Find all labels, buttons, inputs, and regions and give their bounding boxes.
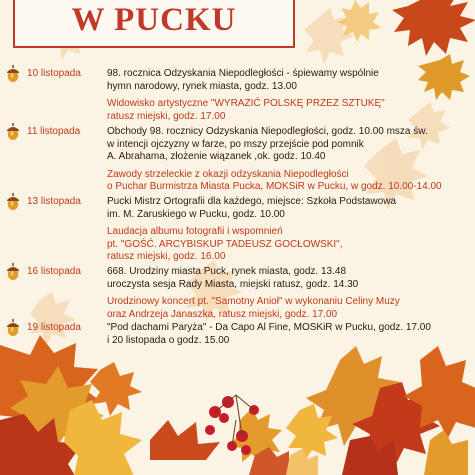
event-date: 16 listopada (27, 266, 81, 277)
event-line: "Pod dachami Paryża" - Da Capo Al Fine, MOSKiR w Pucku, godz. 17.00 (107, 322, 431, 333)
event-line: ratusz miejski, godz. 17.00 (107, 110, 226, 122)
event-date: 10 listopada (27, 68, 81, 79)
page-title: W PUCKU (71, 2, 237, 38)
event-line: Widowisko artystyczne "WYRAZIĆ POLSKĘ PRZEZ SZTUKĘ" (107, 98, 385, 110)
event-line: pt. "GOŚĆ. ARCYBISKUP TADEUSZ GOCŁOWSKI", (107, 238, 343, 250)
event-line: 98. rocznica Odzyskania Niepodległości - śpiewamy wspólnie (107, 68, 379, 79)
event-line: 668. Urodziny miasta Puck, rynek miasta, godz. 13.48 (107, 266, 347, 277)
event-line: w intencji ojczyzny w farze, po mszy przejście pod pomnik (107, 138, 364, 150)
event-line: Obchody 98. rocznicy Odzyskania Niepodległości, godz. 10.00 msza św. (107, 126, 428, 137)
event-date: 13 listopada (27, 196, 81, 207)
event-line: Pucki Mistrz Ortografii dla każdego, miejsce: Szkoła Podstawowa (107, 196, 397, 207)
event-line: im. M. Zaruskiego w Pucku, godz. 10.00 (107, 208, 285, 220)
event-line: uroczysta sesja Rady Miasta, miejski ratusz, godz. 14.30 (107, 278, 359, 290)
event-line: oraz Andrzeja Janaszka, ratusz miejski, godz. 17.00 (107, 308, 338, 320)
event-line: i 20 listopada o godz. 15.00 (107, 334, 230, 346)
event-line: Laudacja albumu fotografii i wspomnień (107, 226, 283, 238)
event-line: o Puchar Burmistrza Miasta Pucka, MOKSiR w Pucku, w godz. 10.00-14.00 (107, 181, 442, 193)
event-line: Urodzinowy koncert pt. "Samotny Anioł" w wykonaniu Celiny Muzy (107, 296, 400, 308)
event-line: hymn narodowy, rynek miasta, godz. 13.00 (107, 80, 297, 92)
event-date: 11 listopada (27, 126, 81, 137)
event-line: Zawody strzeleckie z okazji odzyskania Niepodległości (107, 168, 349, 180)
event-line: A. Abrahama, złożenie wiązanek ,ok. godz. 10.40 (107, 151, 326, 163)
event-line: ratusz miejski, godz. 16.00 (107, 251, 226, 263)
event-date: 19 listopada (27, 322, 81, 333)
